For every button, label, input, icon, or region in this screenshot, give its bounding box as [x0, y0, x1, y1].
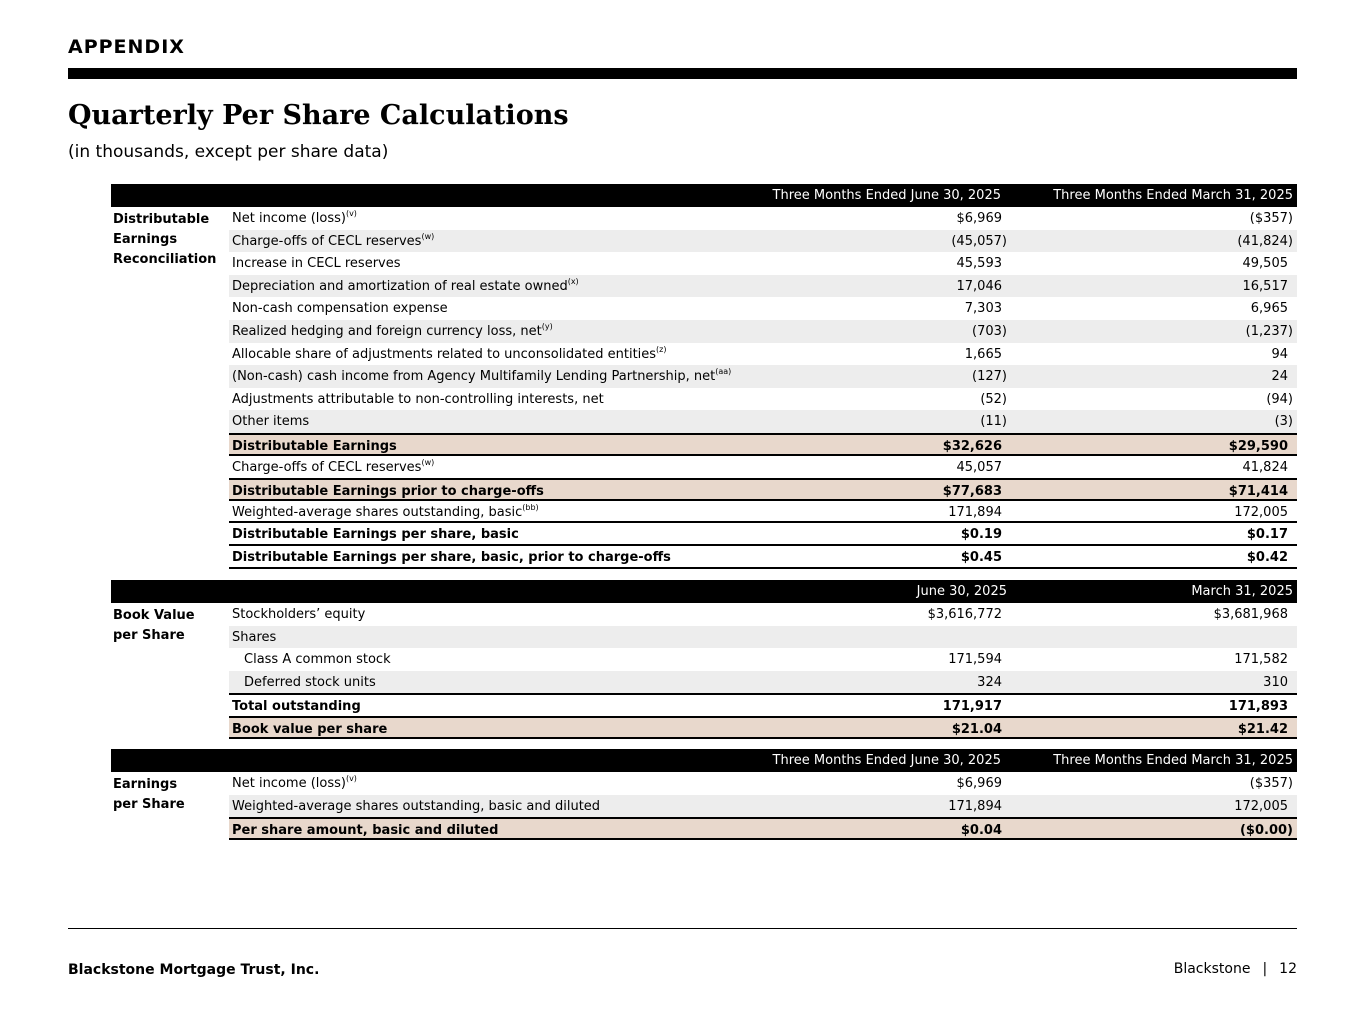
table-header — [111, 184, 1297, 207]
table-header — [111, 749, 1297, 772]
brand-name: Blackstone — [1173, 961, 1251, 977]
column-header: Three Months Ended March 31, 2025 — [1053, 753, 1293, 768]
column-header: March 31, 2025 — [1191, 584, 1293, 599]
table-row: Other items (11) (3) — [229, 410, 1297, 433]
table-row: Deferred stock units 324 310 — [229, 671, 1297, 694]
table-row: Charge-offs of CECL reserves$^{(w)}$ 45,057 41,824 — [232, 457, 1288, 475]
footer-rule — [68, 928, 1297, 929]
section-label: APPENDIX — [68, 36, 185, 58]
column-header: Three Months Ended June 30, 2025 — [772, 753, 1001, 768]
table-row: Weighted-average shares outstanding, basic$^{(bb)}$ 171,894 172,005 — [229, 501, 1297, 524]
table-row: (Non-cash) cash income from Agency Multifamily Lending Partnership, net$^{(aa)}$ (127) 24 — [229, 365, 1297, 388]
table-row: Net income (loss)$^{(v)}$ $6,969 ($357) — [232, 774, 1293, 791]
column-header: Three Months Ended June 30, 2025 — [772, 188, 1001, 203]
table-row: Charge-offs of CECL reserves$^{(w)}$ (45,057) (41,824) — [229, 230, 1297, 253]
earnings-per-share-table — [111, 749, 1297, 840]
table-row: Adjustments attributable to non-controlling interests, net (52) (94) — [232, 391, 1293, 407]
company-name: Blackstone Mortgage Trust, Inc. — [68, 962, 320, 978]
separator: | — [1262, 961, 1268, 977]
table-row: Shares — [229, 626, 1297, 649]
group-label: Distributable Earnings Reconciliation — [113, 212, 217, 267]
total-row: Distributable Earnings prior to charge-offs $77,683 $71,414 — [229, 478, 1297, 501]
table-row: Allocable share of adjustments related to unconsolidated entities$^{(z)}$ 1,665 94 — [232, 344, 1288, 362]
table-row: Stockholders’ equity $3,616,772 $3,681,968 — [232, 607, 1288, 622]
table-row: Distributable Earnings per share, basic, prior to charge-offs $0.45 $0.42 — [229, 546, 1297, 569]
total-row: Book value per share $21.04 $21.42 — [229, 716, 1297, 739]
page-footer — [1174, 961, 1297, 977]
table-header — [111, 580, 1297, 603]
table-row: Weighted-average shares outstanding, basic and diluted 171,894 172,005 — [229, 795, 1297, 818]
table-row: Realized hedging and foreign currency loss, net$^{(y)}$ (703) (1,237) — [229, 320, 1297, 343]
table-row: Class A common stock 171,594 171,582 — [244, 652, 1288, 668]
total-row: Total outstanding 171,917 171,893 — [229, 693, 1297, 716]
column-header: Three Months Ended March 31, 2025 — [1053, 188, 1293, 203]
column-header: June 30, 2025 — [916, 584, 1007, 599]
page-number: 12 — [1279, 961, 1297, 977]
page-subtitle: (in thousands, except per share data) — [68, 142, 389, 162]
book-value-table — [111, 580, 1297, 739]
group-label: Book Value per Share — [113, 608, 195, 643]
table-row: Increase in CECL reserves 45,593 49,505 — [232, 256, 1288, 272]
table-row: Depreciation and amortization of real estate owned$^{(x)}$ 17,046 16,517 — [229, 275, 1297, 298]
group-label: Earnings per Share — [113, 777, 185, 812]
top-rule — [68, 68, 1297, 79]
page-title: Quarterly Per Share Calculations — [68, 100, 569, 131]
table-row: Non-cash compensation expense 7,303 6,965 — [232, 301, 1288, 317]
distributable-earnings-table — [111, 184, 1297, 569]
total-row: Per share amount, basic and diluted $0.04 ($0.00) — [229, 817, 1297, 840]
table-row: Distributable Earnings per share, basic $0.19 $0.17 — [229, 523, 1297, 546]
total-row: Distributable Earnings $32,626 $29,590 — [229, 433, 1297, 456]
table-row: Net income (loss)$^{(v)}$ $6,969 ($357) — [232, 209, 1293, 226]
